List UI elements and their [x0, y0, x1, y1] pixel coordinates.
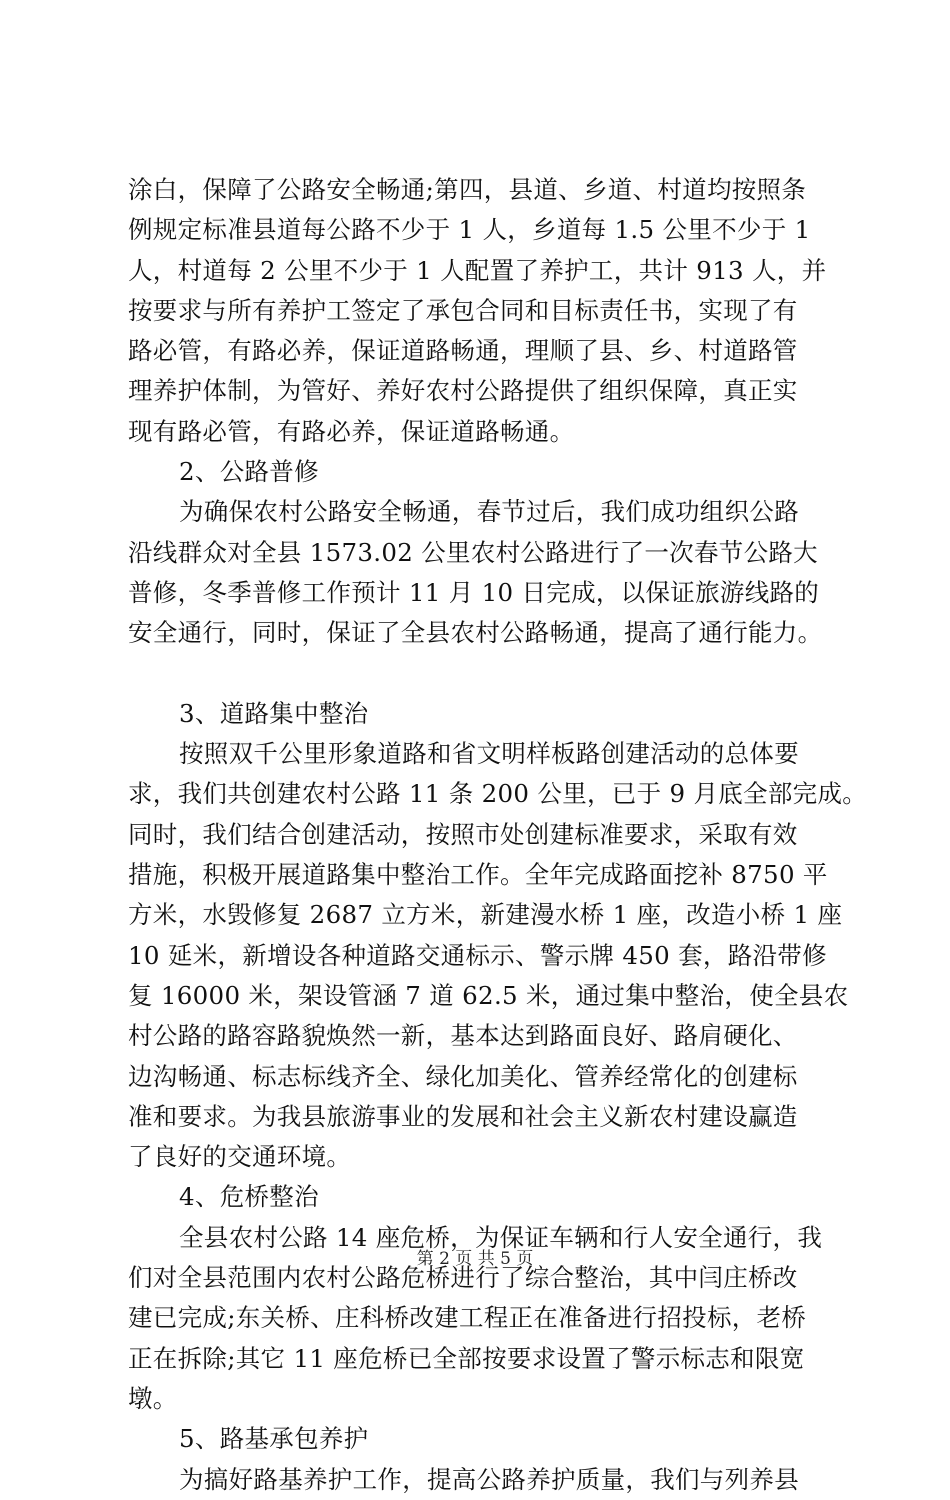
body-line: 按照双千公里形象道路和省文明样板路创建活动的总体要: [179, 739, 799, 769]
body-line: 墩。: [128, 1383, 178, 1413]
section-heading: 3、道路集中整治: [179, 698, 369, 728]
body-line: 同时，我们结合创建活动，按照市处创建标准要求，采取有效: [128, 819, 798, 849]
body-line: 们对全县范围内农村公路危桥进行了综合整治，其中闫庄桥改: [128, 1263, 798, 1293]
body-line: 现有路必管，有路必养，保证道路畅通。: [128, 416, 575, 446]
page-number-footer: 第 2 页 共 5 页: [416, 1249, 534, 1269]
section-heading: 4、危桥整治: [179, 1182, 319, 1212]
body-line: 措施，积极开展道路集中整治工作。全年完成路面挖补 8750 平: [128, 860, 828, 890]
body-line: 例规定标准县道每公路不少于 1 人，乡道每 1.5 公里不少于 1: [128, 215, 811, 245]
section-heading: 2、公路普修: [179, 457, 319, 487]
body-line: 了良好的交通环境。: [128, 1142, 352, 1172]
body-line: 正在拆除;其它 11 座危桥已全部按要求设置了警示标志和限宽: [128, 1343, 805, 1373]
body-line: 求，我们共创建农村公路 11 条 200 公里，已于 9 月底全部完成。: [128, 779, 868, 809]
body-line: 村公路的路容路貌焕然一新，基本达到路面良好、路肩硬化、: [128, 1021, 798, 1051]
body-line: 全县农村公路 14 座危桥，为保证车辆和行人安全通行，我: [179, 1222, 823, 1252]
section-heading: 5、路基承包养护: [179, 1424, 369, 1454]
body-line: 普修，冬季普修工作预计 11 月 10 日完成，以保证旅游线路的: [128, 577, 820, 607]
body-line: 路必管，有路必养，保证道路畅通，理顺了县、乡、村道路管: [128, 336, 798, 366]
body-line: 为搞好路基养护工作，提高公路养护质量，我们与列养县: [179, 1464, 799, 1494]
body-line: 按要求与所有养护工签定了承包合同和目标责任书，实现了有: [128, 295, 798, 325]
paragraph-gap: [128, 654, 840, 694]
body-line: 理养护体制，为管好、养好农村公路提供了组织保障，真正实: [128, 376, 798, 406]
body-line: 建已完成;东关桥、庄科桥改建工程正在准备进行招投标，老桥: [128, 1303, 807, 1333]
body-line: 人，村道每 2 公里不少于 1 人配置了养护工，共计 913 人，并: [128, 255, 827, 285]
document-body: [128, 170, 868, 1500]
body-line: 10 延米，新增设各种道路交通标示、警示牌 450 套，路沿带修: [128, 940, 827, 970]
body-line: 为确保农村公路安全畅通，春节过后，我们成功组织公路: [179, 497, 799, 527]
body-line: 准和要求。为我县旅游事业的发展和社会主义新农村建设赢造: [128, 1101, 798, 1131]
body-line: 沿线群众对全县 1573.02 公里农村公路进行了一次春节公路大: [128, 537, 818, 567]
body-line: 安全通行，同时，保证了全县农村公路畅通，提高了通行能力。: [128, 618, 823, 648]
body-line: 边沟畅通、标志标线齐全、绿化加美化、管养经常化的创建标: [128, 1061, 798, 1091]
body-line: 复 16000 米，架设管涵 7 道 62.5 米，通过集中整治，使全县农: [128, 980, 849, 1010]
body-line: 涂白，保障了公路安全畅通;第四，县道、乡道、村道均按照条: [128, 175, 807, 204]
body-line: 方米，水毁修复 2687 立方米，新建漫水桥 1 座，改造小桥 1 座: [128, 900, 843, 930]
